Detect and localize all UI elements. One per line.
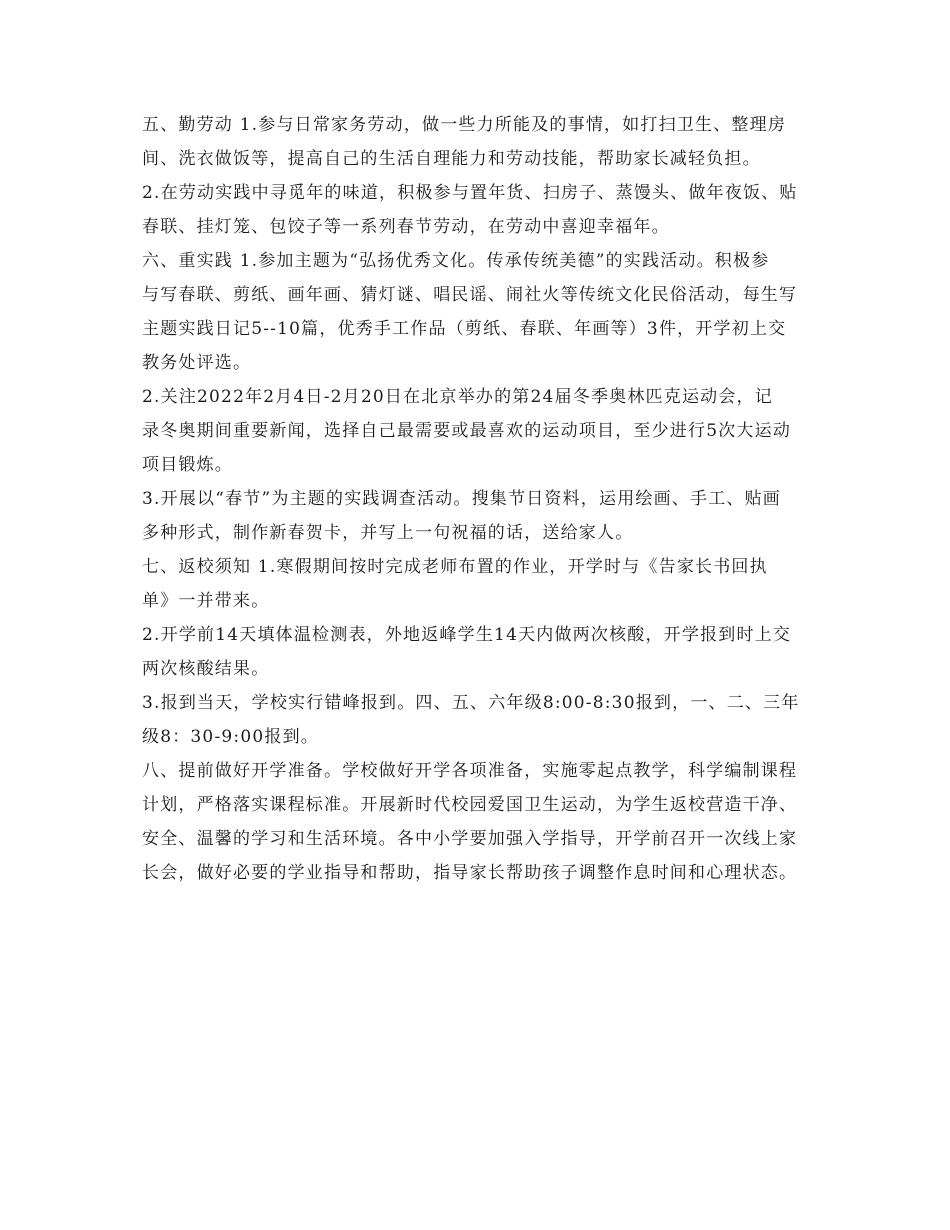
text-line: 2.在劳动实践中寻觅年的味道，积极参与置年货、扫房子、蒸馒头、做年夜饭、贴 <box>142 183 798 203</box>
text-line: 与写春联、剪纸、画年画、猜灯谜、唱民谣、闹社火等传统文化民俗活动，每生写 <box>142 285 798 305</box>
text-line: 计划，严格落实课程标准。开展新时代校园爱国卫生运动，为学生返校营造干净、 <box>142 795 798 815</box>
text-line: 教务处评选。 <box>142 353 252 373</box>
text-line: 间、洗衣做饭等，提高自己的生活自理能力和劳动技能，帮助家长减轻负担。 <box>142 149 761 169</box>
text-line: 五、勤劳动 1.参与日常家务劳动，做一些力所能及的事情，如打扫卫生、整理房 <box>142 115 787 135</box>
text-line: 录冬奥期间重要新闻，选择自己最需要或最喜欢的运动项目，至少进行5次大运动 <box>142 421 792 441</box>
text-line: 长会，做好必要的学业指导和帮助，指导家长帮助孩子调整作息时间和心理状态。 <box>142 863 798 883</box>
text-line: 六、重实践 1.参加主题为“弘扬优秀文化。传承传统美德”的实践活动。积极参 <box>142 251 770 271</box>
text-line: 2.关注2022年2月4日-2月20日在北京举办的第24届冬季奥林匹克运动会，记 <box>142 387 773 407</box>
text-line: 2.开学前14天填体温检测表，外地返峰学生14天内做两次核酸，开学报到时上交 <box>142 625 792 645</box>
text-line: 两次核酸结果。 <box>142 659 270 679</box>
text-line: 3.报到当天，学校实行错峰报到。四、五、六年级8:00-8:30报到，一、二、三年 <box>142 693 800 713</box>
text-line: 八、提前做好开学准备。学校做好开学各项准备，实施零起点教学，科学编制课程 <box>142 761 798 781</box>
text-line: 安全、温馨的学习和生活环境。各中小学要加强入学指导，开学前召开一次线上家 <box>142 829 798 849</box>
text-line: 春联、挂灯笼、包饺子等一系列春节劳动，在劳动中喜迎幸福年。 <box>142 217 670 237</box>
text-line: 主题实践日记5--10篇，优秀手工作品（剪纸、春联、年画等）3件，开学初上交 <box>142 319 787 339</box>
text-line: 七、返校须知 1.寒假期间按时完成老师布置的作业，开学时与《告家长书回执 <box>142 557 768 577</box>
text-line: 项目锻炼。 <box>142 455 233 475</box>
text-line: 级8：30-9:00报到。 <box>142 727 319 747</box>
document-body <box>142 108 812 890</box>
text-line: 单》一并带来。 <box>142 591 270 611</box>
text-line: 3.开展以“春节”为主题的实践调查活动。搜集节日资料，运用绘画、手工、贴画 <box>142 489 781 509</box>
text-line: 多种形式，制作新春贺卡，并写上一句祝福的话，送给家人。 <box>142 523 634 543</box>
